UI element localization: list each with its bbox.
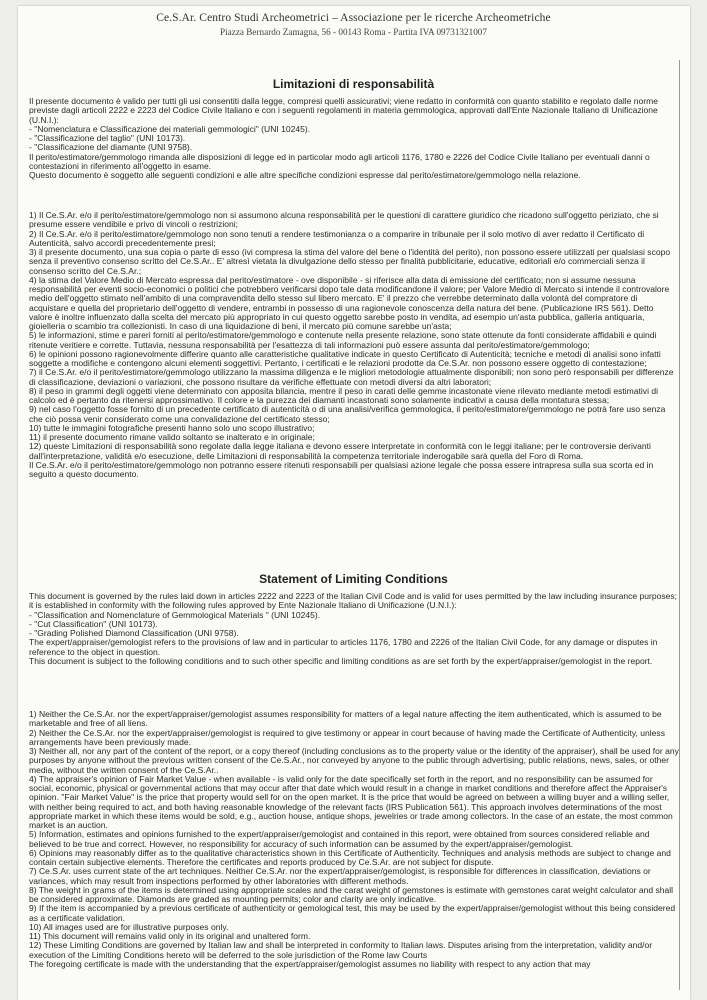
english-section-title: Statement of Limiting Conditions <box>259 572 448 586</box>
english-condition-item: 7) Ce.S.Ar. uses current state of the art techniques. Neither Ce.S.Ar. nor the expert/appraiser/gemologist, is responsible for differences in classification, deviations or variances, which may result from inspections performed by other laboratories with different methods. <box>29 866 651 886</box>
english-condition-item: 6) Opinions may reasonably differ as to the qualitative characteristics shown in this Certificate of Authenticity. Techniques and analysis methods are subject to change and contain certain subjective elements. Therefore the certificates and reports produced by Ce.S.Ar. are not subject for dispute. <box>29 847 671 867</box>
english-intro-paragraph: This document is governed by the rules laid down in articles 2222 and 2223 of the Italian Civil Code and is valid for uses permitted by the law including insurance purposes; it is established in conformity with the following rules approved by Ente Nazionale Italiano di Unificazione (U.N.I.): <box>29 592 678 611</box>
english-condition-item: 1) Neither the Ce.S.Ar. nor the expert/appraiser/gemologist assumes responsibility for matters of a legal nature affecting the item authenticated, which is assumed to be marketable and free of all liens. <box>29 710 662 729</box>
english-closing-paragraph: The foregoing certificate is made with the understanding that the expert/appraiser/gemologist assumes no liability with respect to any action that may <box>29 958 591 969</box>
english-condition-item: 11) This document will remains valid only in its original and unaltered form. <box>29 931 311 941</box>
english-condition-item: 4) The appraiser's opinion of Fair Market Value - when available - is valid only for the date specifically set forth in the report, and no responsibility can be assumed for social, economic, physical or governmental actions that may occur after that date which would result in a change in market conditions and therefore affect the Appraiser's opinion. "Fair Market Value" is the price that property would sell for on the open market. It is the price that would be agreed on between a willing buyer and a willing seller, with neither being required to act, and both having reasonable knowledge of the relevant facts (IRS Publication 561). This approach involves determinations of the most appropriate market in which these items would be sold, e.g., auction house, antique shops, jewelries or trade among collectors. In the case of an estate, the most common market is an auction. <box>29 773 673 830</box>
italian-condition-item: 5) le informazioni, stime e pareri forniti al perito/estimatore/gemmologo e contenute nella presente relazione, sono state ottenute da fonti considerate affidabili e quindi ritenute veritiere e corrette. Tuttavia, nessuna responsabilità per l'esattezza di tali informazioni può essere assunta dal perito/estimatore/gemmologo; <box>29 330 657 350</box>
italian-condition-item: 3) il presente documento, una sua copia o parte di esso (ivi compresa la stima del valore del bene o l'identità del perito), non possono essere utilizzati per qualsiasi scopo senza il preventivo consenso scritto del Ce.S.Ar.. E' altresì vietata la divulgazione dello stesso per finalità pubblicitarie, educative, editoriali e/o commerciali senza il consenso scritto del Ce.S.Ar.; <box>29 247 671 276</box>
italian-condition-item: 4) la stima del Valore Medio di Mercato espressa dal perito/estimatore - ove disponibile - si riferisce alla data di emissione del certificato; non si assume nessuna responsabilità per eventi socio-economici o politici che potrebbero verificarsi dopo tale data modificandone il valore; per Valore Medio di Mercato si intende il controvalore medio dell'oggetto stimato nell'ambito di una compravendita dello stesso sul libero mercato. E' il prezzo che verrebbe determinato dalla volontà del compratore di acquistare e quella del proprietario dell'oggetto di vendere, entrambi in possesso di una ragionevole conoscenza della natura del bene. (Publicazione IRS 561). Detto valore è inoltre influenzato dalla scelta del mercato più appropriato in cui questo oggetto sarebbe posto in vendita, ad esempio un'asta pubblica, galleria antiquaria, gioielleria o scambio tra collezionisti. In caso di una liquidazione di beni, il mercato più comune sarebbe un'asta; <box>29 274 670 331</box>
english-condition-item: 8) The weight in grams of the items is determined using appropriate scales and the carat weight of gemstones is estimate with gemstones carat weight calculator and shall be considered approximate. Diamonds are graded as mounting permits; color and clarity are only indicative. <box>29 884 674 904</box>
english-condition-item: 2) Neither the Ce.S.Ar. nor the expert/appraiser/gemologist is required to give testimony or appear in court because of having made the Certificate of Authenticity, unless arrangements have been previously made. <box>29 727 665 747</box>
italian-condition-item: 11) il presente documento rimane valido soltanto se inalterato e in originale; <box>29 432 315 442</box>
italian-intro-list-item: - "Nomenclatura e Classificazione dei materiali gemmologici" (UNI 10245). <box>29 123 311 134</box>
italian-intro <box>29 97 679 180</box>
english-condition-item: 12) These Limiting Conditions are governed by Italian law and shall be interpreted in conformity to Italian laws. Disputes arising from the interpretation, validity and/or execution of the Limiting Conditions hereto will be deferred to the sole jurisdiction of the Rome law Courts <box>29 940 653 960</box>
english-intro-list-item: - "Cut Classification" (UNI 10173). <box>29 618 158 629</box>
english-conditions-list <box>29 710 679 969</box>
italian-condition-item: 6) le opinioni possono ragionevolmente differire quanto alle caratteristiche qualitative indicate in questo Certificato di Autenticità; tecniche e metodi di analisi sono infatti soggette a modifiche e contengono alcuni elementi soggettivi. Pertanto, i certificati e le relazioni prodotte da Ce.S.Ar. non possono essere oggetto di contestazione; <box>29 348 661 368</box>
italian-condition-item: 7) il Ce.S.Ar. e/o il perito/estimatore/gemmologo utilizzano la massima diligenza e le migliori metodologie attualmente disponibili; non sono però responsabili per differenze di classificazione, deviazioni o variazioni, che possono risultare da verifiche effettuate con metodi diversi da altri laboratori; <box>29 367 674 387</box>
english-condition-item: 3) Neither all, nor any part of the content of the report, or a copy thereof (including conclusions as to the property value or the identity of the appraiser), shall be used for any purposes by anyone without the previous written consent of the Ce.S.Ar., nor conveyed by anyone to the public through advertising, public relations, news, sales, or other media, without the written consent of the Ce.S.Ar.. <box>29 746 679 775</box>
italian-condition-item: 2) Il Ce.S.Ar. e/o il perito/estimatore/gemmologo non sono tenuti a rendere testimonianza o a comparire in tribunale per il solo motivo di aver redatto il Certificato di Autenticità, salvo accordi precedentemente presi; <box>29 228 645 248</box>
english-intro-list-item: - "Classification and Nomenclature of Gemmological Materials " (UNI 10245). <box>29 609 321 620</box>
italian-section-title: Limitazioni di responsabilità <box>272 77 435 91</box>
italian-intro-paragraph: Questo documento è soggetto alle seguenti condizioni e alle altre specifiche condizioni espresse dal perito/estimatore/gemmologo nella relazione. <box>29 170 581 180</box>
italian-condition-item: 12) queste Limitazioni di responsabilità sono regolate dalla legge italiana e devono essere interpretate in conformità con le leggi italiane; per le controversie derivanti dall'interpretazione, validità e/o esecuzione, delle Limitazioni di responsabilità la competenza territoriale inderogabile sarà quella del Foro di Roma. <box>29 441 651 461</box>
letterhead-address: Piazza Bernardo Zamagna, 56 - 00143 Roma - Partita IVA 09731321007 <box>220 27 487 37</box>
italian-condition-item: 8) il peso in grammi degli oggetti viene determinato con apposita bilancia, mentre il peso in carati delle gemme incastonate viene rilevato mediante metodi estimativi di calcolo ed è pertanto da ritenersi approssimativo. Il colore e la purezza dei diamanti incastonati sono solamente indicativi a causa della montatura stessa; <box>29 385 659 405</box>
italian-intro-list-item: - "Classificazione del taglio" (UNI 10173). <box>29 133 186 143</box>
english-condition-item: 9) If the item is accompanied by a previous certificate of authenticity or gemological test, this may be used by the expert/appraiser/gemologist without this being considered as a certificate validation. <box>29 903 676 923</box>
italian-intro-paragraph: Il presente documento è valido per tutti gli usi consentiti dalla legge, compresi quelli assicurativi; viene redatto in conformità con quanto stabilito e regolato dalle norme previste dagli articoli 2222 e 2223 del Codice Civile Italiano e con i seguenti regolamenti in materia gemmologica, approvati dall'Ente Nazionale Italiano di Unificazione (U.N.I.): <box>29 97 659 125</box>
page-border-line <box>679 60 680 990</box>
english-intro <box>29 592 679 666</box>
italian-closing-paragraph: Il Ce.S.Ar. e/o il perito/estimatore/gemmologo non potranno essere ritenuti responsabili per qualsiasi azione legale che possa essere intrapresa sulla sua scorta ed in seguito a questo documento. <box>29 459 654 479</box>
italian-condition-item: 9) nel caso l'oggetto fosse fornito di un precedente certificato di autenticità o di una analisi/verifica gemmologica, il perito/estimatore/gemmologo ne potrà fare uso senza che ciò possa venir considerato come una convalidazione del certificato stesso; <box>29 404 666 424</box>
italian-conditions-list <box>29 211 679 479</box>
english-intro-list-item: - "Grading Polished Diamond Classification (UNI 9758). <box>29 628 239 638</box>
english-condition-item: 10) All images used are for illustrative purposes only. <box>29 921 229 932</box>
italian-intro-paragraph: Il perito/estimatore/gemmologo rimanda alle disposizioni di legge ed in particolar modo agli articoli 1176, 1780 e 2226 del Codice Civile Italiano per eventuali danni o contestazioni in riferimento all'oggetto in esame. <box>29 151 650 171</box>
english-intro-paragraph: This document is subject to the following conditions and to such other specific and limiting conditions as are set forth by the expert/appraiser/gemologist in the report. <box>29 655 653 666</box>
italian-intro-list-item: - "Classificazione del diamante (UNI 9758). <box>29 142 193 153</box>
italian-condition-item: 10) tutte le immagini fotografiche presenti hanno solo uno scopo illustrativo; <box>29 422 315 433</box>
english-condition-item: 5) Information, estimates and opinions furnished to the expert/appraiser/gemologist and contained in this report, were obtained from sources considered reliable and believed to be true and correct. However, no responsibility for accuracy of such information can be assumed by the expert/appraiser/gemologist. <box>29 829 650 849</box>
letterhead-organization: Ce.S.Ar. Centro Studi Archeometrici – Associazione per le ricerche Archeometriche <box>156 12 551 24</box>
italian-condition-item: 1) Il Ce.S.Ar. e/o il perito/estimatore/gemmologo non si assumono alcuna responsabilità per le questioni di carattere giuridico che ricadono sull'oggetto periziato, che si presume essere vendibile e privo di vincoli o restrizioni; <box>29 211 659 230</box>
english-intro-paragraph: The expert/appraiser/gemologist refers to the provisions of law and in particular to articles 1176, 1780 and 2226 of the Italian Civil Code, for any damage or disputes in reference to the object in question. <box>29 637 658 657</box>
